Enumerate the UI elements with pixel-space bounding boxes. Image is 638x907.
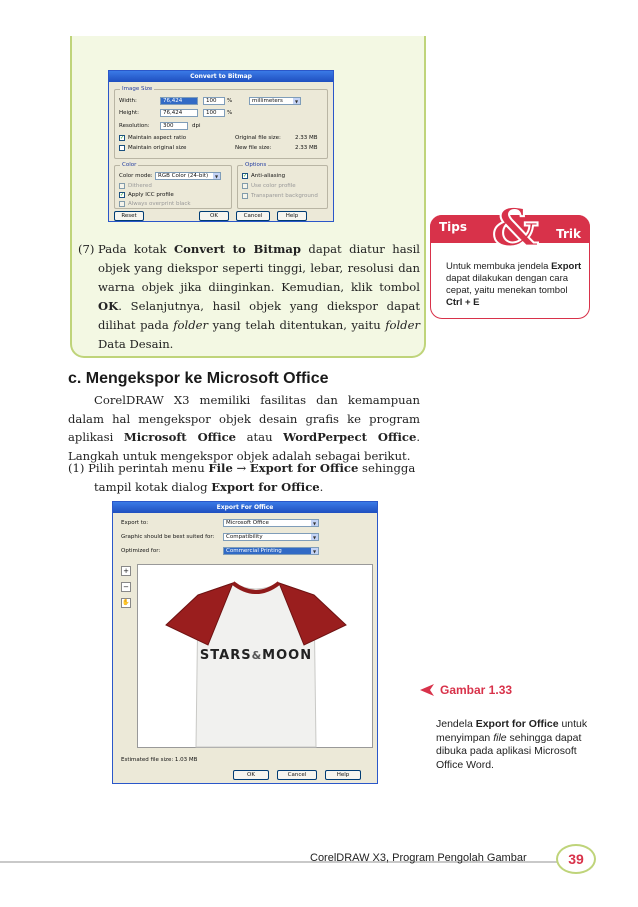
text: atau (236, 430, 284, 444)
text: dapat dilakukan dengan cara cepat, yaitu menekan tombol (446, 273, 569, 296)
export-to-label: Export to: (121, 520, 149, 526)
original-file-size-label: Original file size: (235, 135, 281, 141)
chevron-down-icon: ▼ (312, 521, 317, 526)
help-button[interactable]: Help (325, 770, 361, 780)
italic-text: file (493, 731, 507, 744)
maintain-original-checkbox[interactable] (119, 145, 125, 151)
bold-text: Export for Office (211, 479, 320, 494)
export-to-value: Microsoft Office (226, 520, 269, 526)
step-body (68, 459, 420, 496)
percent-sign: % (227, 98, 233, 104)
original-file-size-value: 2.33 MB (295, 135, 318, 141)
shirt-amp: & (251, 649, 263, 662)
text: untuk menyimpan (436, 718, 588, 744)
group-legend: Image Size (122, 86, 153, 92)
text: Jendela (436, 718, 476, 730)
height-input[interactable]: 76,424 (160, 109, 198, 117)
image-size-group (114, 86, 328, 159)
text: sehingga dapat dibuka pada aplikasi Microsoft Office Word. (436, 731, 582, 771)
text: Pada kotak (98, 242, 174, 256)
suited-label: Graphic should be best suited for: (121, 534, 215, 540)
ampersand-logo: & (492, 198, 539, 259)
step-7 (78, 240, 420, 354)
footer-title: CorelDRAW X3, Program Pengolah Gambar (310, 852, 527, 864)
tips-text (446, 261, 586, 309)
italic-text: folder (385, 318, 420, 332)
options-group (237, 162, 328, 209)
width-percent-input[interactable]: 100 (203, 97, 225, 105)
bold-text: Export (551, 261, 582, 272)
preview-area (137, 564, 373, 748)
export-for-office-dialog (112, 501, 378, 784)
bold-text: File (208, 461, 233, 475)
chevron-down-icon: ▼ (312, 549, 317, 554)
percent-sign: % (227, 110, 233, 116)
dithered-label: Dithered (128, 183, 152, 189)
bold-text: Export for Office (475, 718, 559, 730)
maintain-aspect-label: Maintain aspect ratio (128, 135, 187, 141)
apply-icc-checkbox[interactable]: ✓ (120, 192, 125, 198)
dithered-checkbox[interactable] (119, 183, 125, 189)
apply-icc-label: Apply ICC profile (128, 192, 174, 198)
group-legend: Color (122, 162, 137, 168)
bold-text: Convert to Bitmap (173, 242, 301, 256)
new-file-size-value: 2.33 MB (295, 145, 318, 151)
step-number: (7) (78, 242, 95, 256)
tips-box (430, 198, 590, 319)
cancel-button[interactable]: Cancel (277, 770, 317, 780)
color-mode-label: Color mode: (119, 173, 153, 179)
color-profile-label: Use color profile (251, 183, 296, 189)
bold-text: Ctrl + E (446, 297, 480, 308)
tips-word: Tips (439, 220, 468, 234)
section-heading: c. Mengekspor ke Microsoft Office (68, 370, 329, 387)
new-file-size-label: New file size: (235, 145, 272, 151)
transparent-bg-checkbox[interactable] (242, 193, 248, 199)
text: CorelDRAW X3 memiliki fasilitas dan kemampuan dalam hal mengekspor objek desain grafis ke program aplikasi (68, 393, 420, 444)
height-percent-input[interactable]: 100 (203, 109, 225, 117)
width-label: Width: (119, 98, 137, 104)
suited-select[interactable] (223, 533, 319, 541)
dpi-label: dpi (192, 123, 201, 129)
bold-text: WordPerpect Office (283, 430, 417, 444)
zoom-in-icon[interactable]: + (121, 566, 131, 576)
italic-text: folder (173, 318, 209, 332)
tshirt-image (138, 565, 374, 749)
page-number: 39 (556, 844, 596, 874)
units-select[interactable] (249, 97, 301, 105)
text: . Langkah untuk mengekspor objek adalah sebagai berikut. (68, 430, 421, 463)
chevron-down-icon: ▼ (294, 99, 299, 104)
resolution-label: Resolution: (119, 123, 150, 129)
optimized-select[interactable] (223, 547, 319, 555)
color-mode-value: RGB Color (24-bit) (158, 173, 209, 179)
group-legend: Options (245, 162, 267, 168)
optimized-value: Commercial Printing (226, 548, 282, 554)
trik-word: Trik (556, 227, 581, 241)
chevron-down-icon: ▼ (312, 535, 317, 540)
transparent-bg-label: Transparent background (251, 193, 318, 199)
reset-button[interactable]: Reset (114, 211, 144, 221)
bold-text: Export for Office (249, 461, 359, 475)
step-1 (68, 459, 420, 496)
dialog-title: Export For Office (113, 502, 377, 513)
pan-icon[interactable]: ✋ (122, 599, 130, 606)
color-profile-checkbox[interactable] (242, 183, 248, 189)
text: Pilih perintah menu (88, 461, 209, 475)
resolution-input[interactable]: 300 (160, 122, 188, 130)
bold-text: Microsoft Office (123, 430, 237, 444)
text: Untuk membuka jendela (446, 261, 552, 272)
maintain-original-label: Maintain original size (128, 145, 187, 151)
dialog-title: Convert to Bitmap (109, 71, 333, 82)
height-label: Height: (119, 110, 140, 116)
text: dapat diatur hasil objek yang diekspor seperti tinggi, lebar, resolusi dan warna objek jika diinginkan. Kemudian, klik tombol (98, 242, 420, 294)
figure-label: Gambar 1.33 (440, 683, 513, 697)
text: sehingga tampil kotak dialog (94, 461, 416, 494)
ok-button[interactable]: OK (233, 770, 269, 780)
optimized-label: Optimized for: (121, 548, 161, 554)
bold-text: OK (98, 299, 119, 313)
figure-caption (436, 718, 596, 772)
color-group (114, 162, 232, 209)
estimated-size: Estimated file size: 1.03 MB (121, 757, 198, 763)
anti-aliasing-checkbox[interactable]: ✓ (243, 173, 248, 179)
step-number: (1) (68, 461, 85, 475)
section-paragraph (68, 391, 420, 465)
text: Data Desain. (98, 337, 174, 351)
zoom-out-icon[interactable]: − (121, 582, 131, 592)
cancel-button[interactable]: Cancel (236, 211, 270, 221)
convert-to-bitmap-dialog (108, 70, 334, 222)
text: yang telah ditentukan, yaitu (208, 318, 386, 332)
shirt-text: MOON (262, 648, 313, 663)
step-body (98, 240, 420, 354)
chevron-down-icon: ▼ (214, 174, 219, 179)
anti-aliasing-label: Anti-aliasing (251, 173, 286, 179)
figure-arrow-icon (420, 684, 434, 696)
shirt-text: STARS (199, 648, 252, 663)
overprint-label: Always overprint black (128, 201, 191, 207)
maintain-aspect-checkbox[interactable]: ✓ (120, 135, 125, 141)
ok-button[interactable]: OK (199, 211, 229, 221)
units-value: millimeters (252, 98, 283, 104)
text: . (319, 479, 324, 494)
suited-value: Compatibility (226, 534, 263, 540)
text: . Selanjutnya, hasil objek yang diekspor dapat dilihat pada (98, 299, 420, 332)
help-button[interactable]: Help (277, 211, 307, 221)
arrow: → (232, 461, 250, 475)
shirt-print (200, 648, 312, 663)
overprint-checkbox[interactable] (119, 201, 125, 207)
width-input[interactable]: 76,424 (160, 97, 198, 105)
export-to-select[interactable] (223, 519, 319, 527)
color-mode-select[interactable] (155, 172, 221, 180)
